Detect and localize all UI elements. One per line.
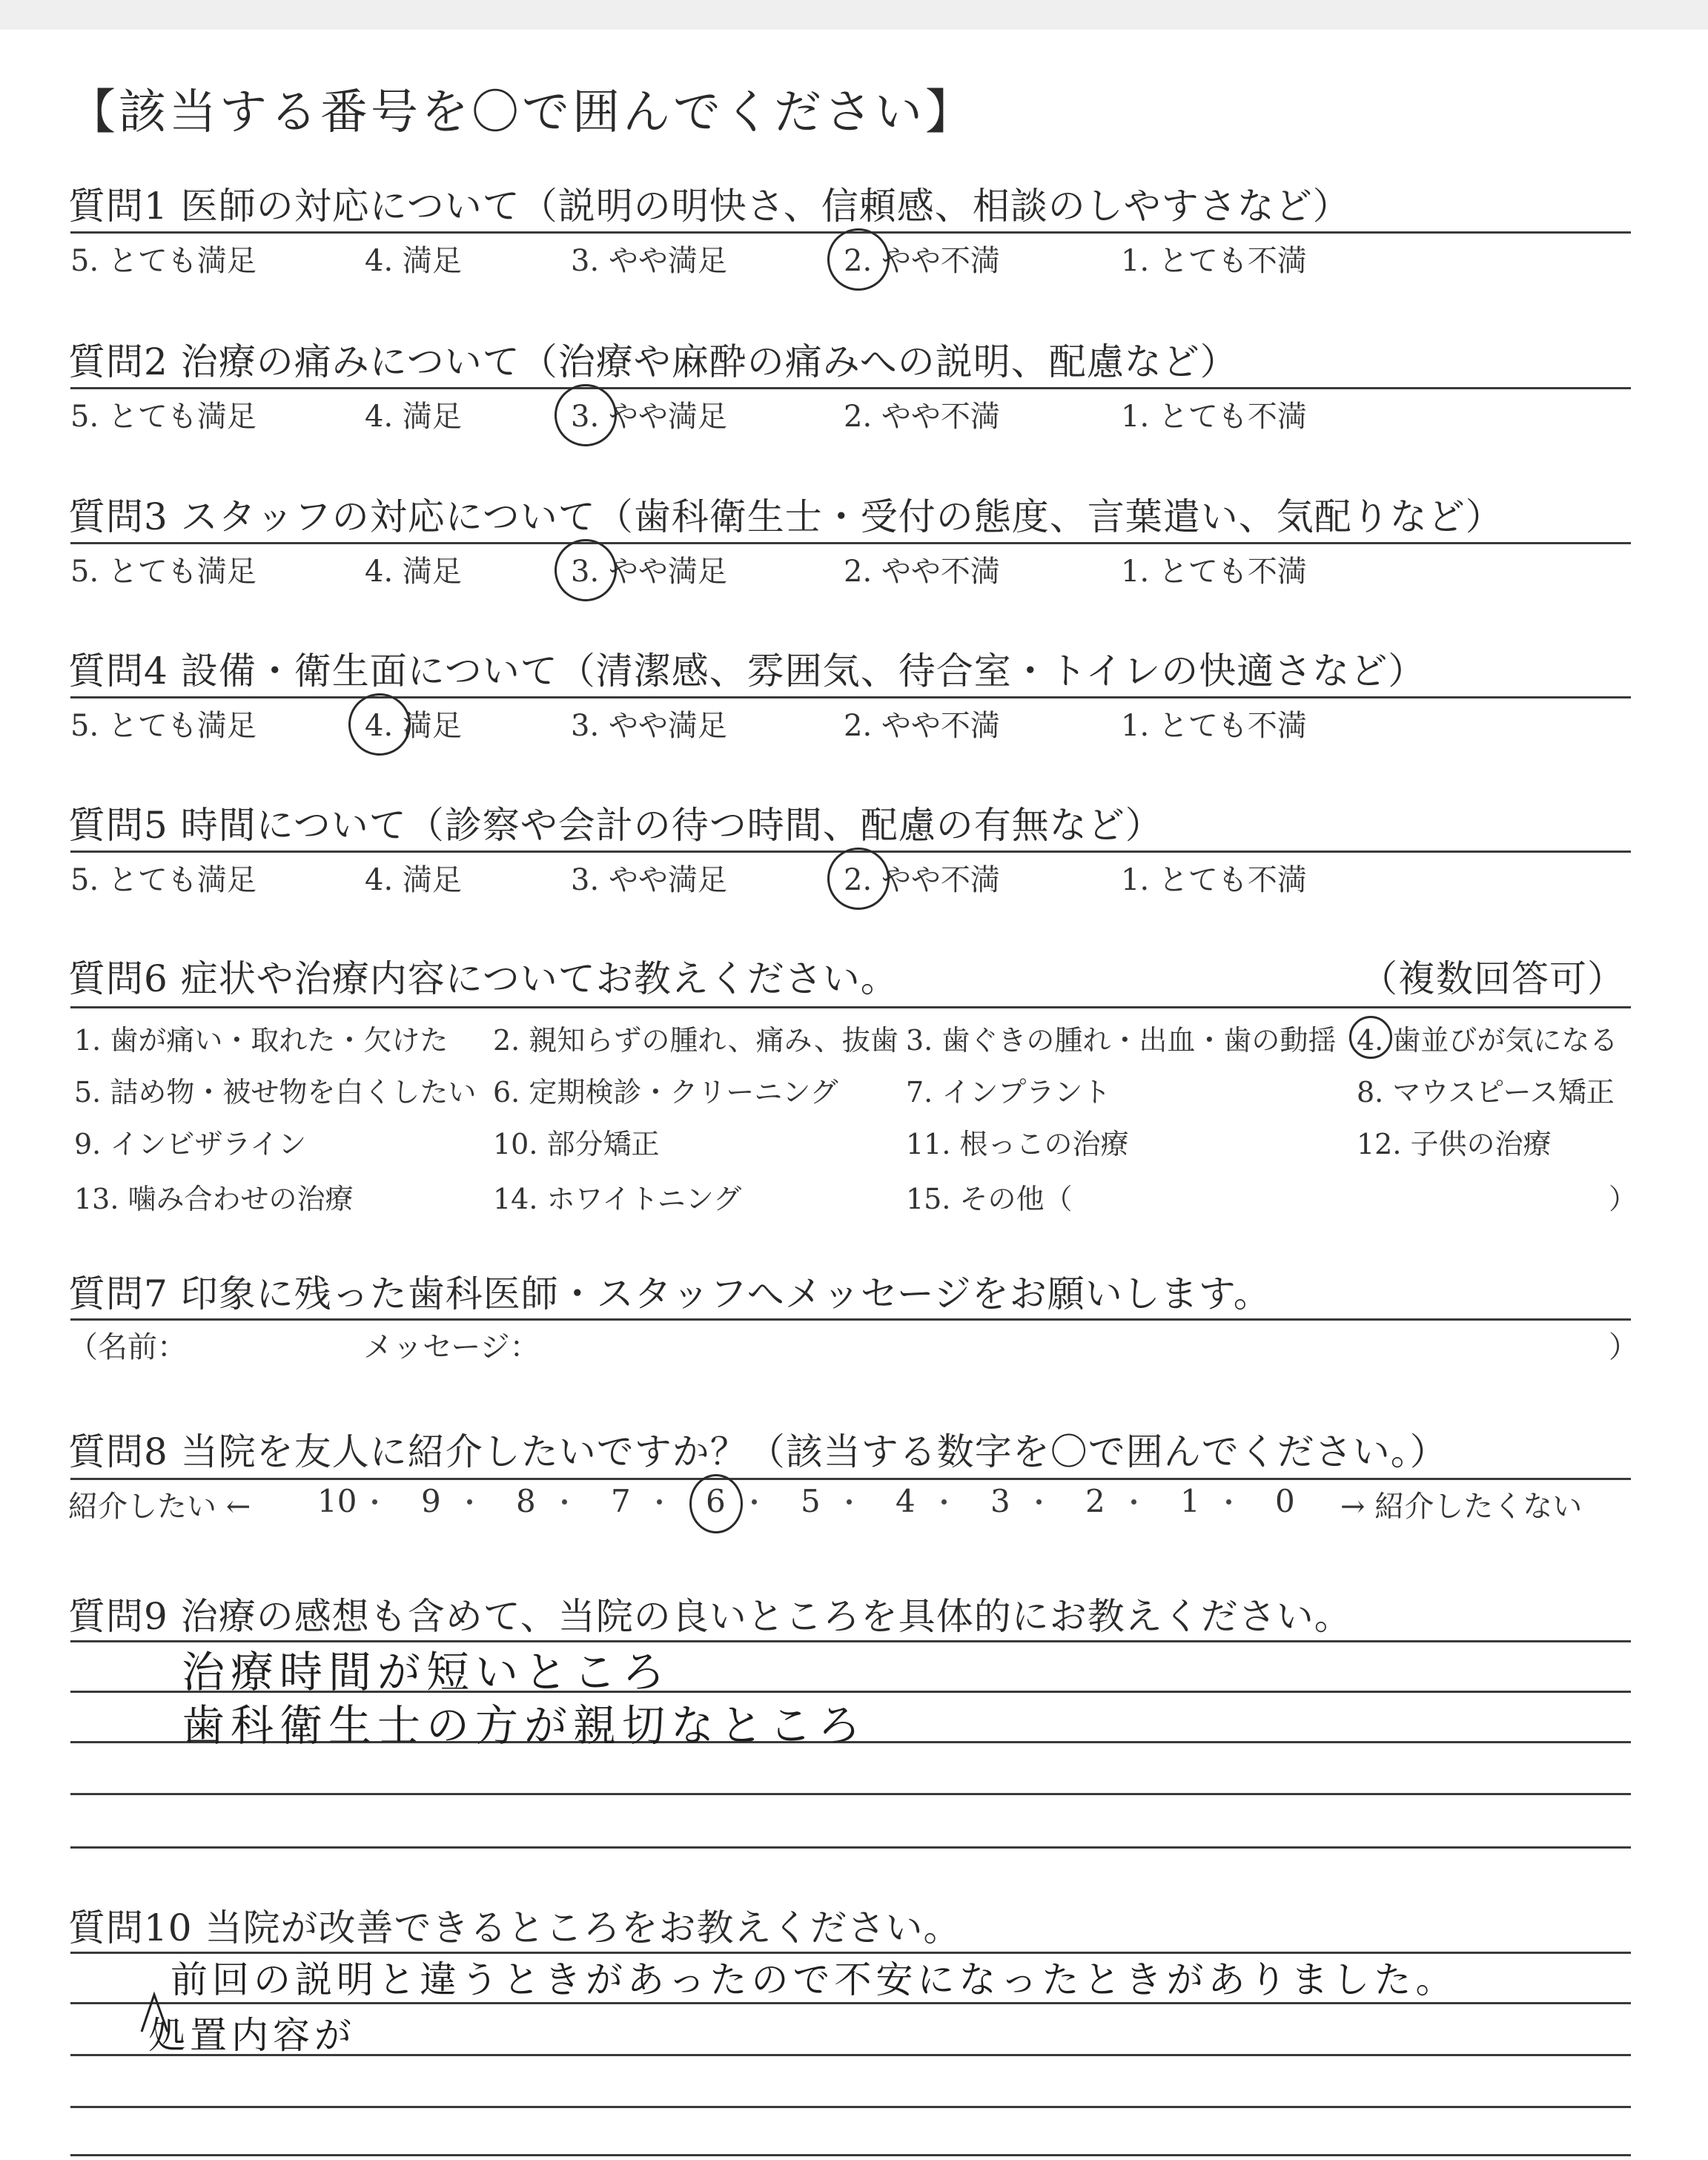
q6-option-3[interactable]: 3. 歯ぐきの腫れ・出血・歯の動揺 <box>906 1024 1337 1057</box>
q3-option-3[interactable]: 3. やや満足 <box>571 555 727 589</box>
q10-answer-line-1: 前回の説明と違うときがあったので不安になったときがありました。 <box>171 1958 1457 2001</box>
q6-other-close: ） <box>1609 1183 1638 1215</box>
q8-scale-9[interactable]: 9 <box>421 1483 441 1519</box>
q6-note: （複数回答可） <box>1360 957 1625 1000</box>
q1-option-4[interactable]: 4. 満足 <box>365 244 462 278</box>
q2-rule <box>70 387 1631 389</box>
q8-scale-separator <box>657 1499 662 1505</box>
q9-rule-5 <box>70 1846 1631 1849</box>
scan-top-edge <box>0 0 1708 30</box>
q7-message-label: メッセージ： <box>363 1330 540 1364</box>
q6-option-15[interactable]: 15. その他（ <box>906 1183 1073 1215</box>
q2-selected-circle <box>555 384 617 446</box>
q8-right-label: → 紹介したくない <box>1340 1490 1583 1524</box>
q3-title: 質問3 スタッフの対応について（歯科衛生士・受付の態度、言葉遣い、気配りなど） <box>68 495 1503 538</box>
q10-title: 質問10 当院が改善できるところをお教えください。 <box>68 1906 961 1949</box>
q9-title: 質問9 治療の感想も含めて、当院の良いところを具体的にお教えください。 <box>68 1595 1352 1638</box>
q8-scale-separator <box>941 1499 947 1505</box>
insertion-caret-mark <box>138 1987 175 2039</box>
q9-answer-line-2: 歯科衛生士の方が親切なところ <box>182 1700 867 1751</box>
q1-option-1[interactable]: 1. とても不満 <box>1121 244 1307 278</box>
q7-title: 質問7 印象に残った歯科医師・スタッフへメッセージをお願いします。 <box>68 1272 1271 1315</box>
q8-scale-5[interactable]: 5 <box>801 1483 821 1519</box>
q1-title: 質問1 医師の対応について（説明の明快さ、信頼感、相談のしやすさなど） <box>68 185 1351 228</box>
page-header: 【該当する番号を〇で囲んでください】 <box>68 85 976 140</box>
q3-option-4[interactable]: 4. 満足 <box>365 555 462 589</box>
q7-name-label: （名前： <box>68 1330 187 1364</box>
q1-option-5[interactable]: 5. とても満足 <box>70 244 256 278</box>
q1-option-3[interactable]: 3. やや満足 <box>571 244 727 278</box>
q6-option-11[interactable]: 11. 根っこの治療 <box>906 1128 1129 1160</box>
q4-title: 質問4 設備・衛生面について（清潔感、雰囲気、待合室・トイレの快適さなど） <box>68 650 1426 693</box>
q6-rule <box>70 1006 1631 1008</box>
q8-selected-circle <box>689 1474 743 1533</box>
q8-scale-separator <box>1131 1499 1136 1505</box>
q6-option-10[interactable]: 10. 部分矯正 <box>493 1128 660 1160</box>
q4-option-5[interactable]: 5. とても満足 <box>70 709 256 743</box>
q2-option-5[interactable]: 5. とても満足 <box>70 400 256 434</box>
q8-scale-10[interactable]: 10 <box>317 1483 357 1519</box>
q1-option-2[interactable]: 2. やや不満 <box>844 244 1000 278</box>
q6-option-2[interactable]: 2. 親知らずの腫れ、痛み、抜歯 <box>493 1024 898 1057</box>
q6-option-6[interactable]: 6. 定期検診・クリーニング <box>493 1076 838 1109</box>
q8-scale-separator <box>752 1499 757 1505</box>
q8-scale-2[interactable]: 2 <box>1085 1483 1105 1519</box>
q8-scale-separator <box>847 1499 852 1505</box>
q3-option-5[interactable]: 5. とても満足 <box>70 555 256 589</box>
q7-rule <box>70 1318 1631 1321</box>
q9-rule-4 <box>70 1793 1631 1795</box>
q4-option-3[interactable]: 3. やや満足 <box>571 709 727 743</box>
q8-scale-separator <box>562 1499 567 1505</box>
q5-option-1[interactable]: 1. とても不満 <box>1121 863 1307 897</box>
q5-option-3[interactable]: 3. やや満足 <box>571 863 727 897</box>
q5-option-5[interactable]: 5. とても満足 <box>70 863 256 897</box>
q8-scale-separator <box>1226 1499 1231 1505</box>
q8-scale-separator <box>372 1499 377 1505</box>
q10-rule-4 <box>70 2106 1631 2108</box>
q2-option-3[interactable]: 3. やや満足 <box>571 400 727 434</box>
q8-scale-separator <box>467 1499 472 1505</box>
q8-scale-separator <box>1036 1499 1042 1505</box>
q3-option-2[interactable]: 2. やや不満 <box>844 555 1000 589</box>
q6-option-4[interactable]: 4. 歯並びが気になる <box>1357 1024 1618 1057</box>
q6-option-7[interactable]: 7. インプラント <box>906 1076 1111 1109</box>
q2-option-2[interactable]: 2. やや不満 <box>844 400 1000 434</box>
q6-title: 質問6 症状や治療内容についてお教えください。 <box>68 957 898 1000</box>
q4-option-4[interactable]: 4. 満足 <box>365 709 462 743</box>
q8-rule <box>70 1478 1631 1480</box>
q6-option-12[interactable]: 12. 子供の治療 <box>1357 1128 1552 1160</box>
q5-option-4[interactable]: 4. 満足 <box>365 863 462 897</box>
q3-selected-circle <box>555 539 617 601</box>
q2-option-4[interactable]: 4. 満足 <box>365 400 462 434</box>
q2-option-1[interactable]: 1. とても不満 <box>1121 400 1307 434</box>
q6-option-1[interactable]: 1. 歯が痛い・取れた・欠けた <box>74 1024 448 1057</box>
q6-option-14[interactable]: 14. ホワイトニング <box>493 1183 742 1215</box>
q4-rule <box>70 696 1631 698</box>
q8-scale-0[interactable]: 0 <box>1275 1483 1295 1519</box>
q4-option-2[interactable]: 2. やや不満 <box>844 709 1000 743</box>
q4-option-1[interactable]: 1. とても不満 <box>1121 709 1307 743</box>
q8-scale-1[interactable]: 1 <box>1180 1483 1200 1519</box>
q6-option-9[interactable]: 9. インビザライン <box>74 1128 307 1160</box>
q8-scale-3[interactable]: 3 <box>990 1483 1010 1519</box>
q6-option-5[interactable]: 5. 詰め物・被せ物を白くしたい <box>74 1076 477 1109</box>
q10-answer-line-2: 処置内容が <box>148 2014 356 2057</box>
q10-rule-5 <box>70 2154 1631 2156</box>
q9-answer-line-1: 治療時間が短いところ <box>182 1647 672 1697</box>
q5-option-2[interactable]: 2. やや不満 <box>844 863 1000 897</box>
q3-rule <box>70 542 1631 544</box>
q7-close: ） <box>1609 1330 1638 1364</box>
q8-title: 質問8 当院を友人に紹介したいですか？（該当する数字を〇で囲んでください。） <box>68 1430 1448 1473</box>
q8-scale-4[interactable]: 4 <box>896 1483 916 1519</box>
q1-selected-circle <box>827 228 890 291</box>
q6-option-8[interactable]: 8. マウスピース矯正 <box>1357 1076 1615 1109</box>
q4-selected-circle <box>348 693 411 756</box>
q5-title: 質問5 時間について（診察や会計の待つ時間、配慮の有無など） <box>68 804 1163 847</box>
q6-option-13[interactable]: 13. 噛み合わせの治療 <box>74 1183 354 1215</box>
q8-scale-7[interactable]: 7 <box>611 1483 631 1519</box>
q6-selected-circle <box>1349 1016 1392 1059</box>
q2-title: 質問2 治療の痛みについて（治療や麻酔の痛みへの説明、配慮など） <box>68 340 1238 383</box>
q8-scale-8[interactable]: 8 <box>516 1483 536 1519</box>
q3-option-1[interactable]: 1. とても不満 <box>1121 555 1307 589</box>
q5-selected-circle <box>827 848 890 910</box>
q8-left-label: 紹介したい ← <box>68 1490 251 1524</box>
q8-scale-6[interactable]: 6 <box>706 1483 726 1519</box>
